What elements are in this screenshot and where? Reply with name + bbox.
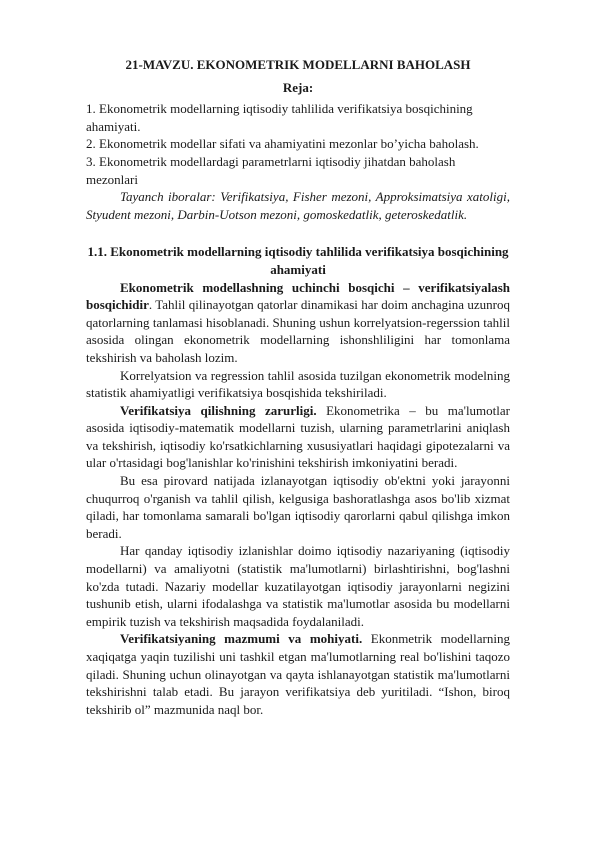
paragraph-text: Ekonmetrik modellarning xaqiqatga yaqin tuzilishi uni tashkil etgan ma'lumotlarning real bo'lishini taqozo qiladi. Shuning uchun olinayotgan va qayta ishlanayotgan statistik ma'lumotlarni tekshirishni talab etadi. Bu jarayon verifikatsiya deb yuritiladi. “Ishon, biroq tekshirib ol” mazmunida naql bor. — [86, 631, 510, 717]
paragraph: Bu esa pirovard natijada izlanayotgan iqtisodiy ob'ektni yoki jarayonni chuqurroq o'rganish va tahlil qilish, kelgusiga bashoratlashga asos bo'lib xizmat qiladi, har tomonlama samarali bo'lgan iqtisodiy qarorlarni qabul qilishga imkon beradi. — [86, 473, 510, 541]
paragraph-text: . Tahlil qilinayotgan qatorlar dinamikasi har doim anchagina uzunroq qatorlarning tanlamasi hisoblanadi. Shuning ushun korrelyatsion-regerssion tahlil asosida olingan ekonometrik modellarning ishonshliligini har tomonlama tekshirish va baholash lozim. — [86, 297, 510, 365]
paragraph — [86, 402, 510, 472]
paragraph — [86, 279, 510, 367]
plan-item: 3. Ekonometrik modellardagi parametrlarni iqtisodiy jihatdan baholash mezonlari — [86, 153, 456, 187]
paragraph: Har qanday iqtisodiy izlanishlar doimo iqtisodiy nazariyaning (iqtisodiy modellarni) va amaliyotni (statistik ma'lumotlarni) birlashtirishni, bog'lashni ko'zda tutadi. Nazariy modellar kuzatilayotgan iqtisodiy jarayonlarni negizini tushunib etish, ularni ifodalashga va statistik ma'lumotlar asosida bu modellarni empirik tuzish va tekshirish maqsadida foydalaniladi. — [86, 543, 510, 629]
document-page — [86, 56, 510, 718]
paragraph — [86, 630, 510, 718]
paragraph: Korrelyatsion va regression tahlil asosida tuzilgan ekonometrik modelning statistik ahamiyatligi verifikatsiya bosqishida tekshiriladi. — [86, 367, 510, 401]
key-terms: Tayanch iboralar: Verifikatsiya, Fisher mezoni, Approksimatsiya xatoligi, Styudent mezoni, Darbin-Uotson mezoni, gomoskedatlik, geteroskedatlik. — [86, 189, 510, 222]
plan-item: 2. Ekonometrik modellar sifati va ahamiyatini mezonlar bo’yicha baholash. — [86, 136, 479, 152]
plan-item: 1. Ekonometrik modellarning iqtisodiy tahlilida verifikatsiya bosqichining ahamiyati. — [86, 101, 473, 134]
paragraph-lead: Verifikatsiyaning mazmumi va mohiyati. — [120, 631, 363, 647]
plan-heading: Reja: — [282, 79, 314, 95]
document-title: 21-MAVZU. EKONOMETRIK MODELLARNI BAHOLASH — [125, 57, 471, 72]
paragraph-lead: Ekonometrik modellashning uchinchi bosqichi – verifikatsiyalash bosqichidir — [86, 279, 510, 313]
section-title: 1.1. Ekonometrik modellarning iqtisodiy tahlilida verifikatsiya bosqichining ahamiyati — [87, 244, 509, 277]
paragraph-lead: Verifikatsiya qilishning zarurligi. — [120, 402, 317, 418]
paragraph-text: Ekonometrika – bu ma'lumotlar asosida iqtisodiy-matematik modellarni tuzish, ularning parametrlarini aniqlash va tekshirish, iqtisodiy ko'rsatkichlarning xususiyatlari haqidagi gipotezalarni va ular o'rtasidagi bog'lanishlar ko'rinishini tekshirish imkoniyatini beradi. — [86, 402, 510, 471]
